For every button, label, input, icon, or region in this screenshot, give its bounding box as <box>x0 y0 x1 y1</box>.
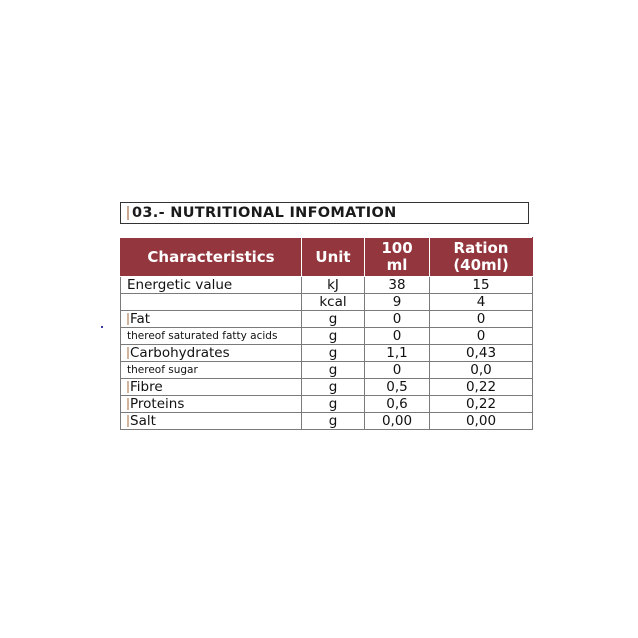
nutrition-table <box>120 237 533 430</box>
row-label: Carbohydrates <box>130 344 230 361</box>
table-row <box>121 362 533 379</box>
header-per-100ml-line1: 100 <box>381 239 413 257</box>
row-unit: g <box>302 396 365 413</box>
header-characteristics: Characteristics <box>121 238 302 277</box>
row-characteristic <box>121 396 302 413</box>
row-per-100ml: 38 <box>365 277 430 294</box>
row-label: Energetic value <box>127 276 233 293</box>
row-label: Salt <box>130 412 156 429</box>
row-label: Proteins <box>130 395 185 412</box>
row-ration: 4 <box>430 294 533 311</box>
table-row <box>121 328 533 345</box>
text-cursor-mark <box>127 415 129 427</box>
row-per-100ml: 0,6 <box>365 396 430 413</box>
header-per-100ml <box>365 238 430 277</box>
row-ration: 0,22 <box>430 379 533 396</box>
row-per-100ml: 0 <box>365 362 430 379</box>
row-unit: g <box>302 328 365 345</box>
row-unit: g <box>302 345 365 362</box>
row-unit: g <box>302 311 365 328</box>
row-ration: 0,0 <box>430 362 533 379</box>
row-characteristic <box>121 345 302 362</box>
text-cursor-mark <box>127 398 129 410</box>
row-label: thereof saturated fatty acids <box>127 329 278 342</box>
row-ration: 0,00 <box>430 413 533 430</box>
header-ration <box>430 238 533 277</box>
table-row <box>121 311 533 328</box>
row-characteristic <box>121 311 302 328</box>
text-cursor-mark <box>127 381 129 393</box>
row-unit: g <box>302 413 365 430</box>
table-row <box>121 379 533 396</box>
row-unit: g <box>302 379 365 396</box>
row-ration: 0,22 <box>430 396 533 413</box>
table-row <box>121 345 533 362</box>
row-characteristic <box>121 362 302 379</box>
row-ration: 0 <box>430 328 533 345</box>
section-title-box <box>120 202 529 224</box>
row-unit: g <box>302 362 365 379</box>
row-characteristic <box>121 328 302 345</box>
row-ration: 15 <box>430 277 533 294</box>
text-cursor-mark <box>127 347 129 359</box>
row-ration: 0,43 <box>430 345 533 362</box>
row-per-100ml: 0,00 <box>365 413 430 430</box>
row-unit: kJ <box>302 277 365 294</box>
text-cursor-mark <box>127 313 129 325</box>
row-per-100ml: 0 <box>365 328 430 345</box>
table-row <box>121 277 533 294</box>
row-characteristic <box>121 294 302 311</box>
row-characteristic <box>121 277 302 294</box>
row-per-100ml: 0 <box>365 311 430 328</box>
text-cursor-mark <box>127 206 129 220</box>
row-label: thereof sugar <box>127 363 198 376</box>
section-title: 03.- NUTRITIONAL INFOMATION <box>132 205 397 221</box>
stray-dot <box>101 326 103 328</box>
table-row <box>121 396 533 413</box>
row-unit: kcal <box>302 294 365 311</box>
row-characteristic <box>121 379 302 396</box>
table-row <box>121 413 533 430</box>
row-ration: 0 <box>430 311 533 328</box>
table-header-row <box>121 238 533 277</box>
row-per-100ml: 9 <box>365 294 430 311</box>
row-per-100ml: 1,1 <box>365 345 430 362</box>
header-ration-line2: (40ml) <box>453 256 509 274</box>
table-row <box>121 294 533 311</box>
row-characteristic <box>121 413 302 430</box>
header-per-100ml-line2: ml <box>386 256 408 274</box>
row-label: Fat <box>130 310 151 327</box>
header-unit: Unit <box>302 238 365 277</box>
row-label: Fibre <box>130 378 163 395</box>
header-ration-line1: Ration <box>453 239 509 257</box>
row-per-100ml: 0,5 <box>365 379 430 396</box>
